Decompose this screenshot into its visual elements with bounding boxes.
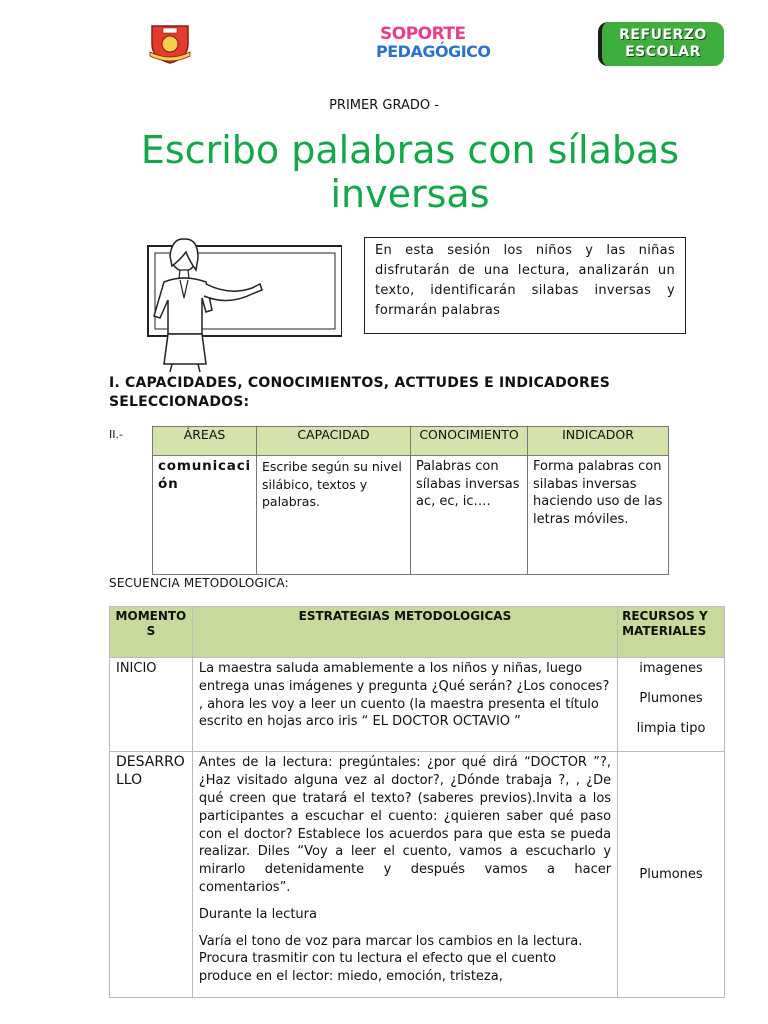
cell-capacidad: Escribe según su nivel silábico, textos y palabras. [257, 456, 411, 575]
header-capacidad: CAPACIDAD [257, 427, 411, 456]
cell-strategy-desarrollo [192, 752, 617, 998]
session-intro-box: En esta sesión los niños y las niñas disfrutarán de una lectura, analizarán un texto, identificarán silabas inversas y formarán palabras [364, 237, 686, 334]
resource-item: Plumones [639, 866, 703, 882]
table-row [153, 456, 669, 575]
cell-indicador: Forma palabras con silabas inversas haciendo uso de las letras móviles. [528, 456, 669, 575]
cell-strategy-inicio: La maestra saluda amablemente a los niños y niñas, luego entrega unas imágenes y pregunta ¿Qué serán? ¿Los conoces? , ahora les voy a leer un cuento (la maestra presenta el título escrito en hojas arco iris “ EL DOCTOR OCTAVIO ” [192, 658, 617, 752]
section1-heading: I. CAPACIDADES, CONOCIMIENTOS, ACTTUDES E INDICADORES SELECCIONADOS: [109, 375, 611, 410]
cell-resources-inicio [618, 658, 725, 752]
table-row [110, 658, 725, 752]
logo-mid-line1: SOPORTE [380, 24, 466, 44]
header-areas: ÁREAS [153, 427, 257, 456]
resource-item: imagenes [639, 661, 703, 676]
cell-area: comunicación [153, 456, 257, 575]
cell-resources-desarrollo [618, 752, 725, 998]
table-row [110, 752, 725, 998]
methodology-table [109, 606, 725, 998]
section2-label: II.- [109, 428, 123, 441]
strategy-paragraph: Varía el tono de voz para marcar los cambios en la lectura. Procura trasmitir con tu lectura el efecto que el cuento produce en el lector: miedo, emoción, tristeza, [198, 933, 583, 985]
school-crest-logo [146, 22, 194, 64]
logo-right-line2: ESCOLAR [625, 44, 701, 60]
logo-mid-line2: PEDAGÓGICO [376, 42, 491, 61]
cell-conocimiento: Palabras con sílabas inversas ac, ec, ic…. [411, 456, 528, 575]
capacities-table [152, 426, 669, 575]
resource-item: Plumones [639, 690, 703, 706]
header-recursos: RECURSOS Y MATERIALES [618, 607, 725, 658]
teacher-illustration [120, 222, 342, 372]
page-title [0, 128, 768, 216]
header-conocimiento: CONOCIMIENTO [411, 427, 528, 456]
title-line2: inversas [330, 172, 490, 216]
table-header-row [110, 607, 725, 658]
resource-item: limpia tipo [636, 720, 706, 736]
header-estrategias: ESTRATEGIAS METODOLOGICAS [192, 607, 617, 658]
strategy-paragraph: Durante la lectura [198, 906, 317, 922]
cell-moment-inicio: INICIO [110, 658, 193, 752]
soporte-pedagogico-logo [376, 24, 491, 68]
refuerzo-escolar-logo [598, 22, 724, 66]
grade-label: PRIMER GRADO - [329, 98, 439, 113]
header-momentos: MOMENTOS [110, 607, 193, 658]
table-header-row [153, 427, 669, 456]
logo-right-line1: REFUERZO [619, 27, 707, 43]
cell-moment-desarrollo: DESARROLLO [110, 752, 193, 998]
header-indicador: INDICADOR [528, 427, 669, 456]
strategy-paragraph: Antes de la lectura: pregúntales: ¿por qué dirá “DOCTOR ”?, ¿Haz visitado alguna vez al doctor?, ¿Dónde trabaja ?, , ¿De qué creen que tratará el texto? (saberes previos).Invita a los participantes a escuchar el cuento: ¿quieren saber qué paso con el doctor? Establece los acuerdos para que esta se pueda realizar. Diles “Voy a leer el cuento, vamos a escucharlo y mirarlo detenidamente y después vamos a hacer comentarios”. [198, 755, 612, 895]
title-line1: Escribo palabras con sílabas [140, 128, 680, 172]
sequence-label: SECUENCIA METODOLOGICA: [109, 576, 289, 590]
